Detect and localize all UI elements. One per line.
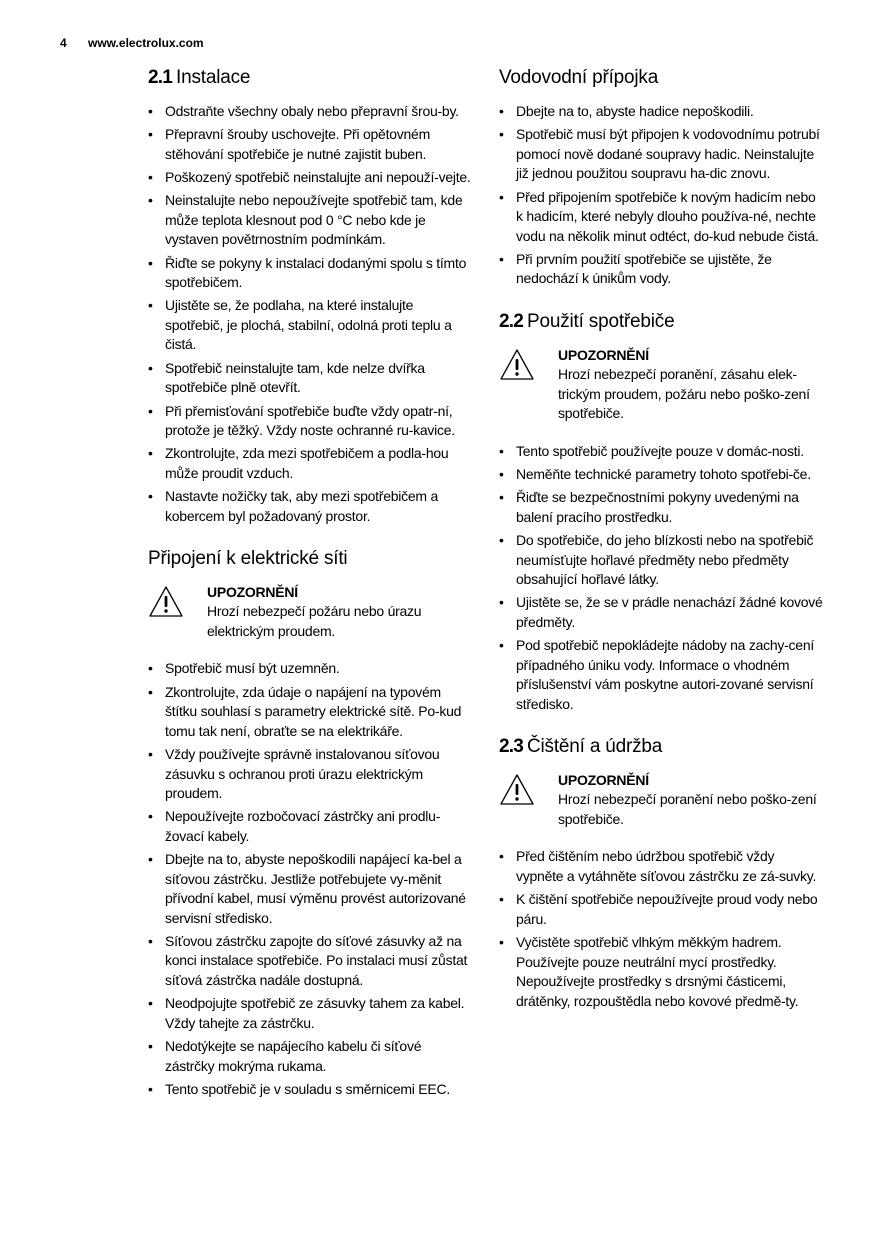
electric-list: [148, 659, 473, 1099]
section-title: Instalace: [176, 67, 251, 88]
list-item: • Spotřebič neinstalujte tam, kde nelze dvířka spotřebiče plně otevřít.: [148, 359, 473, 398]
list-item: • Neodpojujte spotřebič ze zásuvky tahem za kabel. Vždy tahejte za zástrčku.: [148, 994, 473, 1033]
list-item: • Poškozený spotřebič neinstalujte ani nepouží-vejte.: [148, 168, 473, 188]
warning-title: UPOZORNĚNÍ: [207, 583, 298, 600]
list-item: • Před čištěním nebo údržbou spotřebič vždy vypněte a vytáhněte síťovou zástrčku ze zá-suvky.: [499, 847, 824, 886]
warning-text: Hrozí nebezpečí požáru nebo úrazu elektrickým proudem.: [207, 603, 422, 639]
section-heading-water: [499, 66, 824, 90]
warning-triangle-icon: [148, 585, 184, 618]
list-item: • Do spotřebiče, do jeho blízkosti nebo na spotřebič neumísťujte hořlavé předměty nebo předměty obsahující hořlavé látky.: [499, 531, 824, 590]
section-heading-electric: [148, 547, 473, 571]
list-item: • Odstraňte všechny obaly nebo přepravní šrou-by.: [148, 102, 473, 122]
water-list: [499, 102, 824, 289]
warning-box: [148, 583, 473, 642]
list-item: • Síťovou zástrčku zapojte do síťové zásuvky až na konci instalace spotřebiče. Po instalaci musí zůstat síťová zástrčka nadále dostupná.: [148, 932, 473, 991]
warning-triangle-icon: [499, 348, 535, 381]
list-item: • Nepoužívejte rozbočovací zástrčky ani prodlu-žovací kabely.: [148, 807, 473, 846]
list-item: • Vyčistěte spotřebič vlhkým měkkým hadrem. Používejte pouze neutrální mycí prostředky. Nepoužívejte prostředky s drsnými částicemi, drátěnky, rozpouštědla nebo kovové předmě-ty.: [499, 933, 824, 1011]
cleaning-list: [499, 847, 824, 1011]
section-title: Čištění a údržba: [527, 735, 663, 757]
warning-title: UPOZORNĚNÍ: [558, 346, 649, 363]
warning-box: [499, 771, 824, 830]
left-column: [148, 66, 473, 1103]
list-item: • Dbejte na to, abyste hadice nepoškodili.: [499, 102, 824, 122]
section-title: Vodovodní přípojka: [499, 67, 659, 88]
section-heading-cleaning: [499, 735, 824, 759]
section-heading-use: [499, 310, 824, 334]
warning-text: Hrozí nebezpečí poranění, zásahu elek-trickým proudem, požáru nebo poško-zení spotřebiče.: [558, 366, 810, 422]
list-item: • Dbejte na to, abyste nepoškodili napájecí ka-bel a síťovou zástrčku. Jestliže potřebujete vy-měnit přívodní kabel, musí výměnu provést autorizované servisní středisko.: [148, 850, 473, 928]
list-item: • K čištění spotřebiče nepoužívejte proud vody nebo páru.: [499, 890, 824, 929]
list-item: • Nastavte nožičky tak, aby mezi spotřebičem a kobercem byl požadovaný prostor.: [148, 487, 473, 526]
list-item: • Před připojením spotřebiče k novým hadicím nebo k hadicím, které nebyly dlouho používa-né, nechte vodu na několik minut odtéct, do-kud nebude čistá.: [499, 188, 824, 247]
list-item: • Tento spotřebič je v souladu s směrnicemi EEC.: [148, 1080, 473, 1100]
section-title: Použití spotřebiče: [527, 310, 675, 332]
list-item: • Nedotýkejte se napájecího kabelu či síťové zástrčky mokrýma rukama.: [148, 1037, 473, 1076]
list-item: • Zkontrolujte, zda údaje o napájení na typovém štítku souhlasí s parametry elektrické sítě. Po-kud tomu tak není, obraťte se na elektrikáře.: [148, 683, 473, 742]
use-list: [499, 442, 824, 714]
section-number: 2.3: [499, 735, 524, 757]
page-header: [60, 36, 204, 50]
list-item: • Při přemisťování spotřebiče buďte vždy opatr-ní, protože je těžký. Vždy noste ochranné ru-kavice.: [148, 402, 473, 441]
list-item: • Zkontrolujte, zda mezi spotřebičem a podla-hou může proudit vzduch.: [148, 444, 473, 483]
right-column: [499, 66, 824, 1015]
list-item: • Tento spotřebič používejte pouze v domác-nosti.: [499, 442, 824, 462]
section-number: 2.2: [499, 310, 524, 332]
list-item: • Přepravní šrouby uschovejte. Při opětovném stěhování spotřebiče je nutné zajistit buben.: [148, 125, 473, 164]
list-item: • Pod spotřebič nepokládejte nádoby na zachy-cení případného úniku vody. Informace o vhodném příslušenství vám poskytne autori-zované servisní středisko.: [499, 636, 824, 714]
warning-triangle-icon: [499, 773, 535, 806]
section-heading-installation: [148, 66, 473, 90]
section-number: 2.1: [148, 67, 173, 88]
warning-box: [499, 346, 824, 424]
list-item: • Ujistěte se, že podlaha, na které instalujte spotřebič, je plochá, stabilní, odolná proti teplu a čistá.: [148, 296, 473, 355]
list-item: • Spotřebič musí být uzemněn.: [148, 659, 473, 679]
list-item: • Neinstalujte nebo nepoužívejte spotřebič tam, kde může teplota klesnout pod 0 °C nebo kde je vystaven povětrnostním podmínkám.: [148, 191, 473, 250]
list-item: • Neměňte technické parametry tohoto spotřebi-če.: [499, 465, 824, 485]
list-item: • Při prvním použití spotřebiče se ujistěte, že nedochází k únikům vody.: [499, 250, 824, 289]
list-item: • Řiďte se pokyny k instalaci dodanými spolu s tímto spotřebičem.: [148, 254, 473, 293]
installation-list: [148, 102, 473, 526]
website-link[interactable]: www.electrolux.com: [88, 36, 204, 50]
list-item: • Ujistěte se, že se v prádle nenachází žádné kovové předměty.: [499, 593, 824, 632]
list-item: • Řiďte se bezpečnostními pokyny uvedenými na balení pracího prostředku.: [499, 488, 824, 527]
warning-text: Hrozí nebezpečí poranění nebo poško-zení spotřebiče.: [558, 791, 817, 827]
warning-title: UPOZORNĚNÍ: [558, 771, 649, 788]
section-title: Připojení k elektrické síti: [148, 547, 348, 569]
list-item: • Spotřebič musí být připojen k vodovodnímu potrubí pomocí nově dodané soupravy hadic. Neinstalujte již jednou použitou soupravu ha-dic znovu.: [499, 125, 824, 184]
page-number: 4: [60, 36, 67, 50]
list-item: • Vždy používejte správně instalovanou síťovou zásuvku s ochranou proti úrazu elektrickým proudem.: [148, 745, 473, 804]
